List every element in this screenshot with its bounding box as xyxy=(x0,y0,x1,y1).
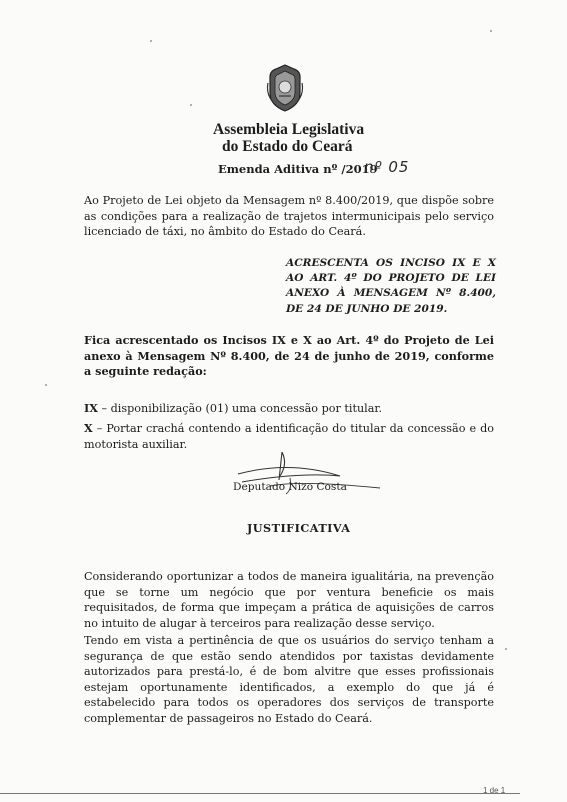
inciso-x-label: X xyxy=(84,421,93,435)
justificativa-paragraph-1: Considerando oportunizar a todos de maneira igualitária, na prevenção que se torne um negócio que por ventura beneficie os mais requisitados, de forma que impeçam a prática de aquisições de carros no intuito de alugar à terceiros para realização desse serviço. xyxy=(84,570,494,630)
org-line-1: Assembleia Legislativa xyxy=(213,121,365,138)
organization-name xyxy=(213,121,373,155)
inciso-ix-label: IX xyxy=(84,401,98,415)
handwritten-number: nº 05 xyxy=(364,158,410,176)
ementa: ACRESCENTA OS INCISO IX E X AO ART. 4º DO PROJETO DE LEI ANEXO À MENSAGEM Nº 8.400, DE 24 DE JUNHO DE 2019. xyxy=(286,257,496,315)
inciso-x-text: – Portar crachá contendo a identificação do titular da concessão e do motorista auxiliar. xyxy=(84,422,494,451)
page-number: 1 de 1 xyxy=(483,786,506,795)
scan-speck xyxy=(190,104,192,106)
scan-speck xyxy=(490,30,492,32)
scan-speck xyxy=(505,648,507,650)
inciso-ix-text: – disponibilização (01) uma concessão por titular. xyxy=(97,402,383,415)
justificativa-heading: JUSTIFICATIVA xyxy=(247,521,351,535)
inciso-x xyxy=(84,421,494,452)
intro-paragraph: Ao Projeto de Lei objeto da Mensagem nº 8.400/2019, que dispõe sobre as condições para a realização de trajetos intermunicipais pelo serviço licenciado de táxi, no âmbito do Estado do Ceará. xyxy=(84,194,494,238)
scan-speck xyxy=(150,40,152,42)
inciso-ix xyxy=(84,401,494,416)
justificativa-paragraph-2: Tendo em vista a pertinência de que os usuários do serviço tenham a segurança de que estão sendo atendidos por taxistas devidamente autorizados para prestá-lo, é de bom alvitre que esses profissionais estejam oportunamente identificados, a exemplo do que já é estabelecido para todos os operadores dos serviços de transporte complementar de passageiros no Estado do Ceará. xyxy=(84,634,494,725)
emenda-title: Emenda Aditiva nº /2019 xyxy=(218,162,378,176)
ceara-coat-of-arms-icon xyxy=(266,63,304,113)
scan-speck xyxy=(45,384,47,386)
footer-rule xyxy=(0,793,520,794)
org-line-2: do Estado do Ceará xyxy=(222,138,353,155)
signer-name: Deputado Nizo Costa xyxy=(233,481,347,493)
fica-paragraph: Fica acrescentado os Incisos IX e X ao Art. 4º do Projeto de Lei anexo à Mensagem Nº 8.400, de 24 de junho de 2019, conforme a seguinte redação: xyxy=(84,333,494,378)
